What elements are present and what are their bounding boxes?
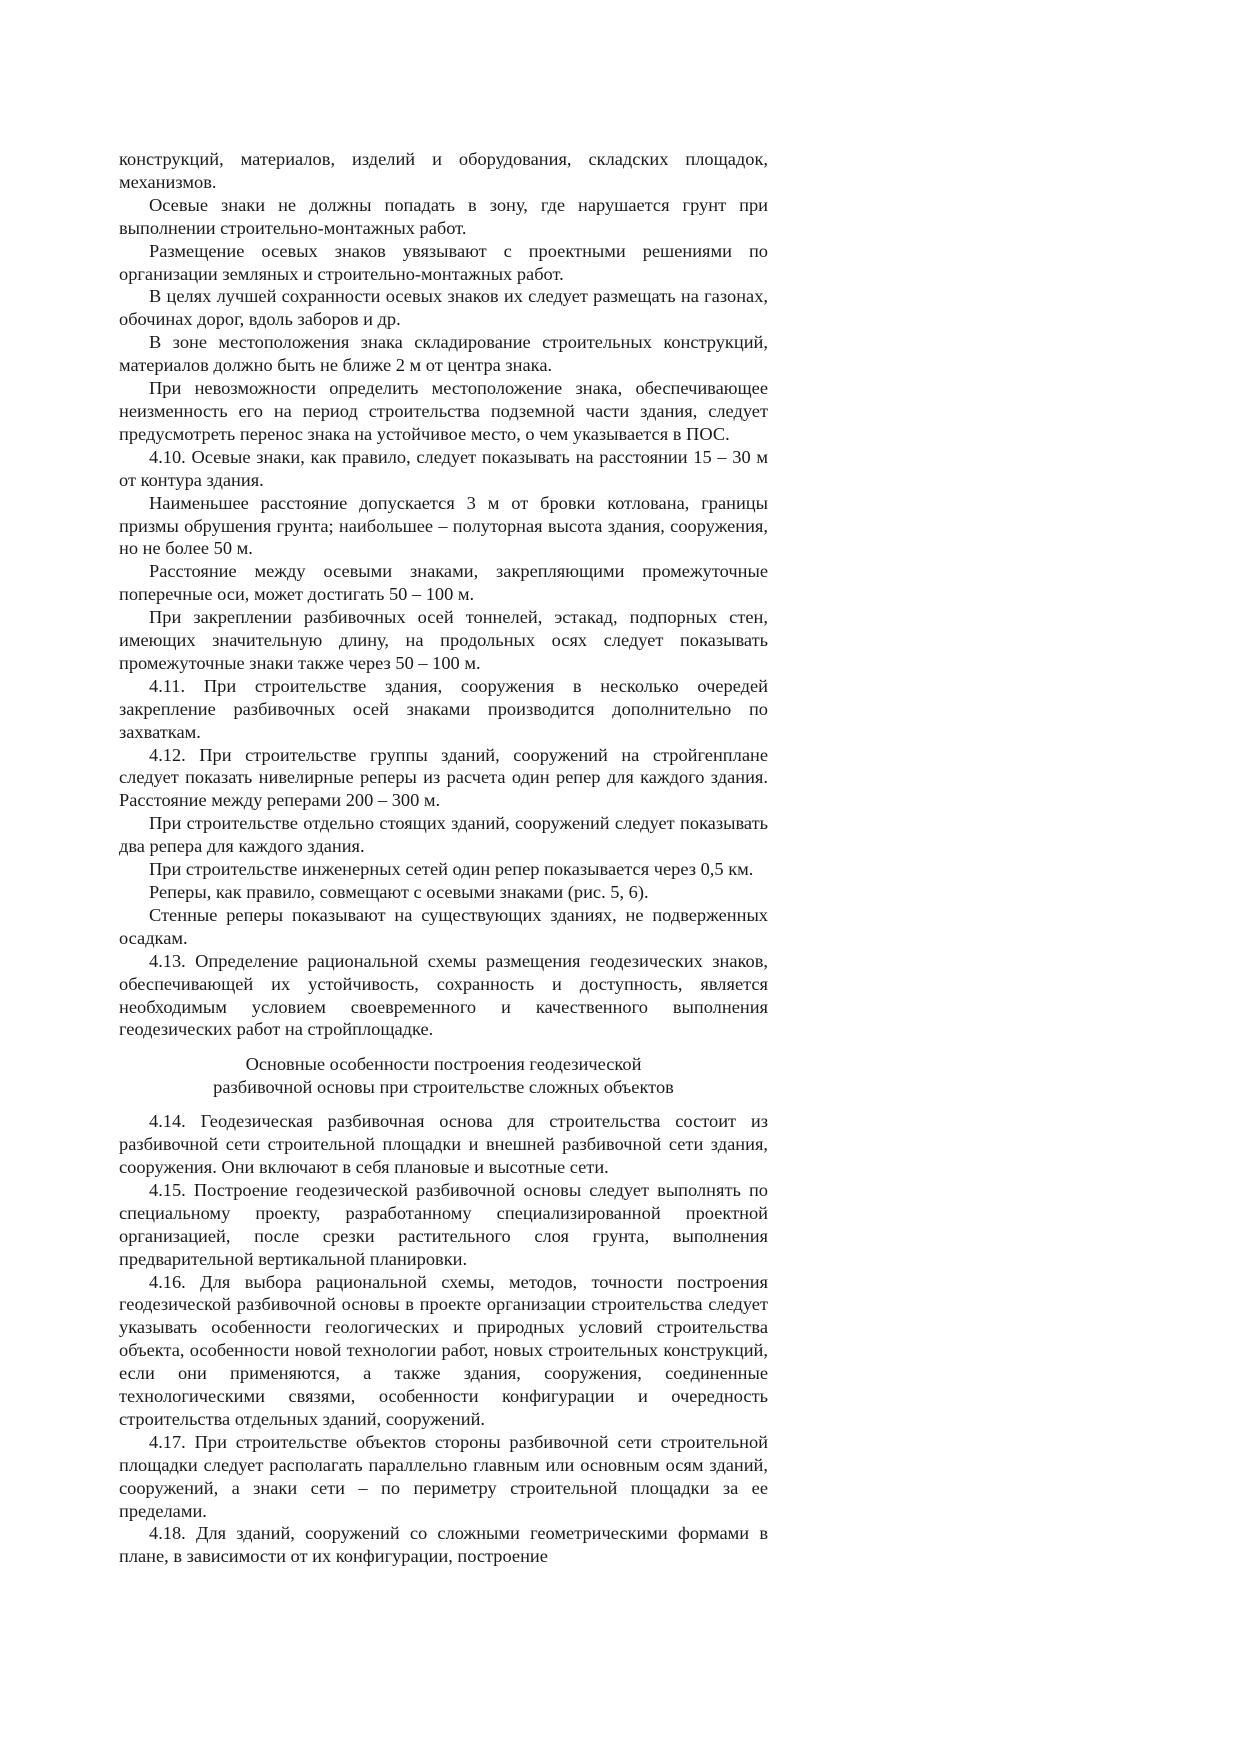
paragraph-4-18: 4.18. Для зданий, сооружений со сложными геометрическими формами в плане, в зависимости от их конфигурации, построение bbox=[119, 1523, 768, 1567]
paragraph-continuation: конструкций, материалов, изделий и оборудования, складских площадок, механизмов. bbox=[119, 149, 768, 192]
paragraph-4-10: 4.10. Осевые знаки, как правило, следует показывать на расстоянии 15 – 30 м от контура здания. bbox=[119, 446, 768, 490]
paragraph-4-14: 4.14. Геодезическая разбивочная основа для строительства состоит из разбивочной сети строительной площадки и внешней разбивочной сети здания, сооружения. Они включают в себя плановые и высотные сети. bbox=[119, 1111, 768, 1177]
paragraph: Наименьшее расстояние допускается 3 м от бровки котлована, границы призмы обрушения грунта; наибольшее – полуторная высота здания, сооружения, но не более 50 м. bbox=[119, 492, 768, 559]
paragraph: При невозможности определить местоположение знака, обеспечивающее неизменность его на период строительства подземной части здания, следует предусмотреть перенос знака на устойчивое место, о чем указывается в ПОС. bbox=[119, 378, 768, 444]
paragraph-4-12: 4.12. При строительстве группы зданий, сооружений на стройгенплане следует показать нивелирные реперы из расчета один репер для каждого здания. Расстояние между реперами 200 – 300 м. bbox=[119, 744, 768, 811]
paragraph-4-16: 4.16. Для выбора рациональной схемы, методов, точности построения геодезической разбивочной основы в проекте организации строительства следует указывать особенности геологических и природных условий строительства объекта, особенности новой технологии работ, новых строительных конструкций, если они применяются, а также здания, сооружения, соединенные технологическими связями, особенности конфигурации и очередность строительства отдельных зданий, сооружений. bbox=[119, 1271, 768, 1429]
paragraph: В зоне местоположения знака складирование строительных конструкций, материалов должно быть не ближе 2 м от центра знака. bbox=[119, 332, 768, 376]
paragraph-4-17: 4.17. При строительстве объектов стороны разбивочной сети строительной площадки следует располагать параллельно главным или основным осям зданий, сооружений, а знаки сети – по периметру строительной площадки за ее пределами. bbox=[119, 1431, 768, 1521]
paragraph: Осевые знаки не должны попадать в зону, где нарушается грунт при выполнении строительно-монтажных работ. bbox=[119, 194, 768, 238]
paragraph: При закреплении разбивочных осей тоннелей, эстакад, подпорных стен, имеющих значительную длину, на продольных осях следует показывать промежуточные знаки также через 50 – 100 м. bbox=[119, 607, 768, 673]
paragraph: Расстояние между осевыми знаками, закрепляющими промежуточные поперечные оси, может достигать 50 – 100 м. bbox=[119, 561, 768, 605]
section-heading bbox=[119, 1053, 768, 1099]
section-heading-line-1: Основные особенности построения геодезической bbox=[245, 1054, 642, 1075]
paragraph-4-13: 4.13. Определение рациональной схемы размещения геодезических знаков, обеспечивающей их устойчивость, сохранность и доступность, является необходимым условием своевременного и качественного выполнения геодезических работ на стройплощадке. bbox=[119, 950, 768, 1040]
paragraph: Стенные реперы показывают на существующих зданиях, не подверженных осадкам. bbox=[119, 904, 768, 948]
paragraph: В целях лучшей сохранности осевых знаков их следует размещать на газонах, обочинах дорог, вдоль заборов и др. bbox=[119, 286, 768, 330]
paragraph: При строительстве отдельно стоящих зданий, сооружений следует показывать два репера для каждого здания. bbox=[119, 813, 768, 857]
paragraph-4-11: 4.11. При строительстве здания, сооружения в несколько очередей закрепление разбивочных осей знаками производится дополнительно по захваткам. bbox=[119, 675, 768, 742]
paragraph-4-15: 4.15. Построение геодезической разбивочной основы следует выполнять по специальному проекту, разработанному специализированной проектной организацией, после срезки растительного слоя грунта, выполнения предварительной вертикальной планировки. bbox=[119, 1179, 768, 1269]
paragraph: Реперы, как правило, совмещают с осевыми знаками (рис. 5, 6). bbox=[149, 882, 649, 902]
section-heading-line-2: разбивочной основы при строительстве сложных объектов bbox=[213, 1077, 674, 1098]
document-page bbox=[119, 148, 768, 1568]
paragraph: При строительстве инженерных сетей один репер показывается через 0,5 км. bbox=[149, 859, 754, 880]
paragraph: Размещение осевых знаков увязывают с проектными решениями по организации земляных и строительно-монтажных работ. bbox=[119, 240, 768, 284]
